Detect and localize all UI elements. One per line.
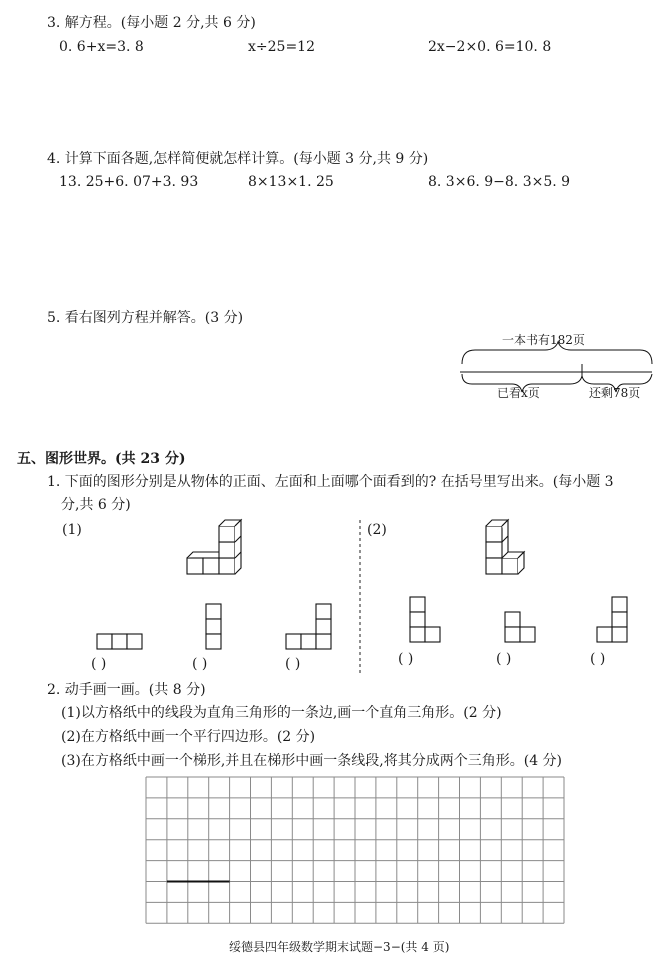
s5-p1-line2: 分,共 6 分)	[61, 497, 131, 513]
answer-blank-2a[interactable]: ( )	[398, 651, 414, 667]
q4-expression-1: 13. 25+6. 07+3. 93	[59, 174, 199, 190]
s5-p2-item-3: (3)在方格纸中画一个梯形,并且在梯形中画一条线段,将其分成两个三角形。(4 分)	[61, 753, 563, 769]
s5-p1-label-2: (2)	[367, 522, 387, 538]
q3-title: 3. 解方程。(每小题 2 分,共 6 分)	[47, 15, 256, 31]
q5-title: 5. 看右图列方程并解答。(3 分)	[47, 310, 244, 326]
q3-equation-3: 2x−2×0. 6=10. 8	[428, 39, 552, 55]
answer-blank-1c[interactable]: ( )	[285, 656, 301, 672]
answer-blank-1b[interactable]: ( )	[192, 656, 208, 672]
s5-p1-line1: 1. 下面的图形分别是从物体的正面、左面和上面哪个面看到的? 在括号里写出来。(每小题 3	[47, 474, 614, 490]
q3-equation-2: x÷25=12	[248, 39, 315, 55]
answer-blank-2c[interactable]: ( )	[590, 651, 606, 667]
q4-title: 4. 计算下面各题,怎样简便就怎样计算。(每小题 3 分,共 9 分)	[47, 151, 429, 167]
q4-expression-2: 8×13×1. 25	[248, 174, 334, 190]
answer-blank-1a[interactable]: ( )	[91, 656, 107, 672]
section-5-title: 五、图形世界。(共 23 分)	[17, 451, 186, 467]
q5-total-label: 一本书有182页	[502, 333, 585, 347]
s5-p2-title: 2. 动手画一画。(共 8 分)	[47, 682, 206, 698]
answer-blank-2b[interactable]: ( )	[496, 651, 512, 667]
s5-p1-label-1: (1)	[62, 522, 82, 538]
q4-expression-3: 8. 3×6. 9−8. 3×5. 9	[428, 174, 571, 190]
s5-p2-item-1: (1)以方格纸中的线段为直角三角形的一条边,画一个直角三角形。(2 分)	[61, 705, 502, 721]
q5-read-label: 已看x页	[497, 386, 540, 400]
page-footer: 绥德县四年级数学期末试题−3−(共 4 页)	[229, 940, 450, 954]
q5-left-label: 还剩78页	[589, 386, 641, 400]
q3-equation-1: 0. 6+x=3. 8	[59, 39, 144, 55]
s5-p2-item-2: (2)在方格纸中画一个平行四边形。(2 分)	[61, 729, 316, 745]
